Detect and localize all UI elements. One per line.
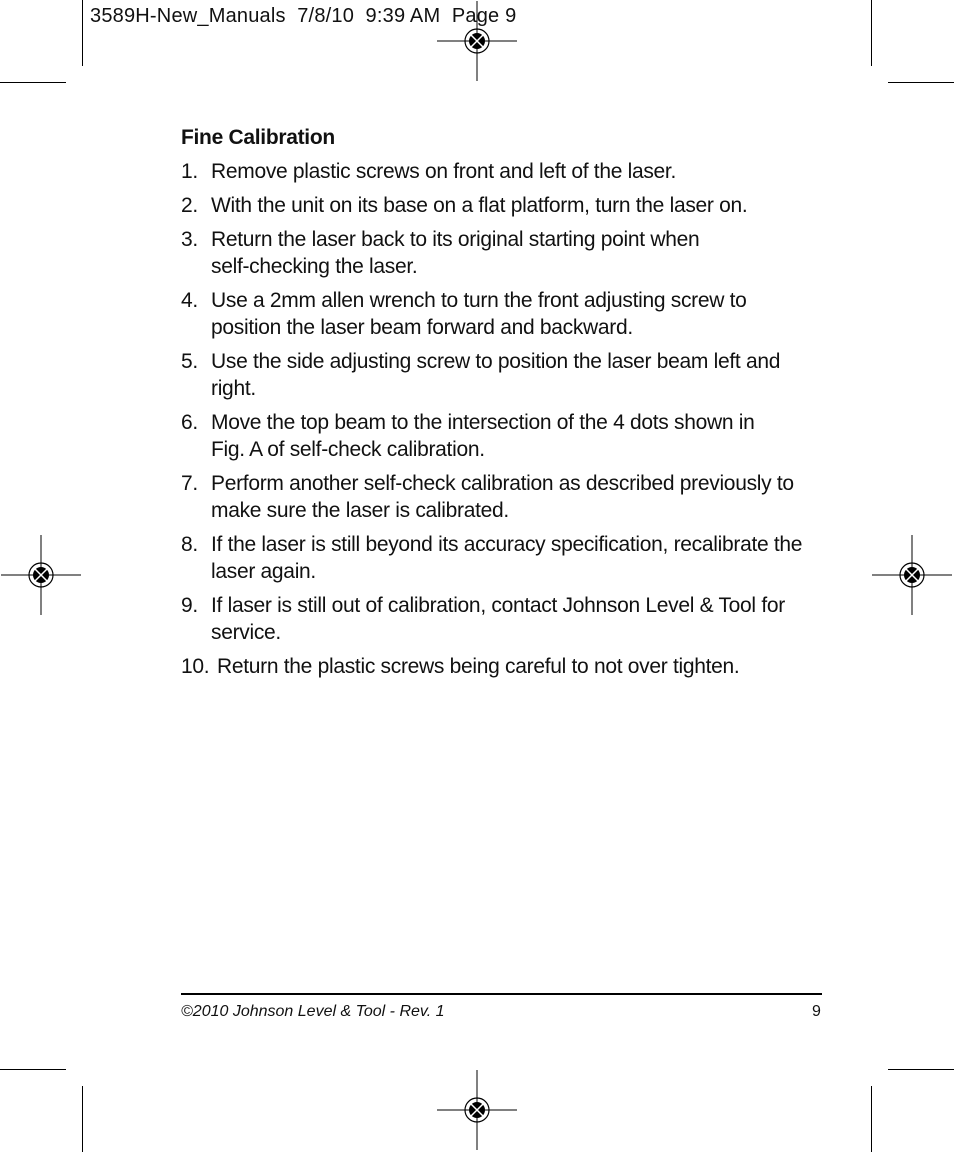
registration-mark-left-icon <box>1 535 81 615</box>
step-text: Use a 2mm allen wrench to turn the front adjusting screw to position the laser beam forward and backward. <box>211 289 747 339</box>
step-item <box>181 653 826 680</box>
step-number: 3. <box>181 228 198 251</box>
step-item <box>181 226 826 280</box>
page-number: 9 <box>812 1003 821 1020</box>
crop-mark-bottom-right-horizontal <box>888 1069 954 1070</box>
step-text: Perform another self-check calibration as described previously to make sure the laser is calibrated. <box>211 472 794 522</box>
step-text: Return the plastic screws being careful to not over tighten. <box>217 655 740 678</box>
step-text: Remove plastic screws on front and left of the laser. <box>211 160 676 183</box>
step-number: 5. <box>181 350 198 373</box>
step-item <box>181 592 826 646</box>
crop-mark-bottom-left-horizontal <box>0 1069 66 1070</box>
fine-calibration-section <box>181 126 826 687</box>
crop-mark-top-left-vertical <box>82 0 83 66</box>
step-number: 1. <box>181 160 198 183</box>
footer-copyright: ©2010 Johnson Level & Tool - Rev. 1 <box>181 1003 445 1020</box>
step-number: 2. <box>181 194 198 217</box>
step-item <box>181 287 826 341</box>
step-item <box>181 531 826 585</box>
crop-mark-bottom-right-vertical <box>871 1086 872 1152</box>
step-number: 8. <box>181 533 198 556</box>
step-item <box>181 470 826 524</box>
step-text: Return the laser back to its original starting point when self-checking the laser. <box>211 228 700 278</box>
crop-mark-top-left-horizontal <box>0 82 66 83</box>
step-number: 9. <box>181 594 198 617</box>
step-text: With the unit on its base on a flat platform, turn the laser on. <box>211 194 748 217</box>
step-number: 7. <box>181 472 198 495</box>
step-item <box>181 348 826 402</box>
footer-rule <box>181 993 822 995</box>
step-number: 10. <box>181 655 210 678</box>
step-item <box>181 409 826 463</box>
step-item <box>181 192 826 219</box>
step-text: If the laser is still beyond its accuracy specification, recalibrate the laser again. <box>211 533 803 583</box>
section-heading: Fine Calibration <box>181 126 335 149</box>
step-text: If laser is still out of calibration, contact Johnson Level & Tool for service. <box>211 594 785 644</box>
step-text: Move the top beam to the intersection of the 4 dots shown in Fig. A of self-check calibration. <box>211 411 755 461</box>
registration-mark-top-icon <box>437 1 517 81</box>
crop-mark-top-right-horizontal <box>888 82 954 83</box>
printer-slug: 3589H-New_Manuals 7/8/10 9:39 AM Page 9 <box>90 5 517 27</box>
registration-mark-bottom-icon <box>437 1070 517 1150</box>
step-text: Use the side adjusting screw to position the laser beam left and right. <box>211 350 781 400</box>
registration-mark-right-icon <box>872 535 952 615</box>
crop-mark-top-right-vertical <box>871 0 872 66</box>
step-item <box>181 158 826 185</box>
step-number: 6. <box>181 411 198 434</box>
step-number: 4. <box>181 289 198 312</box>
crop-mark-bottom-left-vertical <box>82 1086 83 1152</box>
